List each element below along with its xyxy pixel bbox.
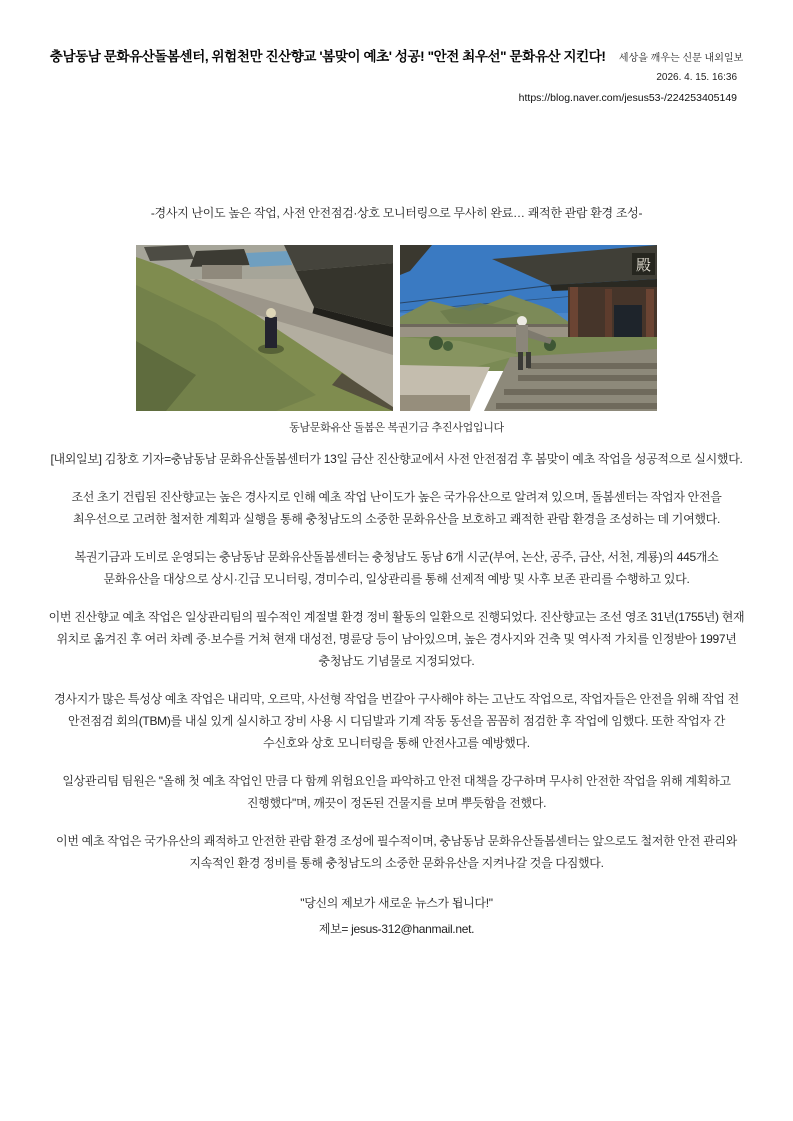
title-line bbox=[0, 48, 793, 67]
paragraph: 경사지가 많은 특성상 예초 작업은 내리막, 오르막, 사선형 작업을 번갈아 구사해야 하는 고난도 작업으로, 작업자들은 안전을 위해 작업 전 안전점검 회의(TBM)를 내실 있게 실시하고 장비 사용 시 디딤발과 기계 작동 동선을 꼼꼼히 점검한 후 작업에 임했다. 또한 작업자 간 수신호와 상호 모니터링을 통해 안전사고를 예방했다. bbox=[54, 692, 739, 750]
paragraph: 이번 예초 작업은 국가유산의 쾌적하고 안전한 관람 환경 조성에 필수적이며, 충남동남 문화유산돌봄센터는 앞으로도 철저한 안전 관리와 지속적인 환경 정비를 통해 충청남도의 소중한 문화유산을 지켜나갈 것을 다짐했다. bbox=[56, 834, 737, 870]
article-footer bbox=[0, 894, 793, 937]
article-header bbox=[0, 0, 793, 104]
paragraph: 일상관리팀 팀원은 "올해 첫 예초 작업인 만큼 다 함께 위험요인을 파악하고 안전 대책을 강구하며 무사히 안전한 작업을 위해 계획하고 진행했다"며, 깨끗이 정돈된 건물지를 보며 뿌듯함을 전했다. bbox=[62, 774, 731, 810]
paragraph: 조선 초기 건립된 진산향교는 높은 경사지로 인해 예초 작업 난이도가 높은 국가유산으로 알려져 있으며, 돌봄센터는 작업자 안전을 최우선으로 고려한 철저한 계획과 실행을 통해 충청남도의 소중한 문화유산을 보호하고 쾌적한 관람 환경을 조성하는 데 기여했다. bbox=[71, 490, 722, 526]
photo-caption: 동남문화유산 돌봄은 복권기금 추진사업입니다 bbox=[289, 422, 504, 434]
photo-left-slope-mowing bbox=[136, 245, 393, 411]
plaque-text: 殿 bbox=[635, 257, 652, 274]
tip-contact-email: 제보= jesus-312@hanmail.net. bbox=[318, 922, 475, 936]
article-title: 충남동남 문화유산돌봄센터, 위험천만 진산향교 '봄맞이 예초' 성공! "안전 최우선" 문화유산 지킨다! bbox=[49, 49, 606, 64]
publish-datetime: 2026. 4. 15. 16:36 bbox=[656, 72, 737, 83]
photo-right-temple-mowing bbox=[400, 245, 657, 411]
tip-slogan: "당신의 제보가 새로운 뉴스가 됩니다!" bbox=[300, 896, 493, 910]
article-subtitle: -경사지 난이도 높은 작업, 사전 안전점검·상호 모니터링으로 무사히 완료… 쾌적한 관람 환경 조성- bbox=[150, 206, 643, 220]
publication-name: 세상을 깨우는 신문 내외일보 bbox=[618, 53, 744, 64]
article-url: https://blog.naver.com/jesus53-/224253405149 bbox=[518, 92, 737, 104]
paragraph-lead: [내외일보] 김창호 기자=충남동남 문화유산돌봄센터가 13일 금산 진산향교에서 사전 안전점검 후 봄맞이 예초 작업을 성공적으로 실시했다. bbox=[50, 452, 743, 466]
article-body bbox=[46, 448, 748, 874]
photo-row bbox=[0, 245, 793, 411]
paragraph: 복권기금과 도비로 운영되는 충남동남 문화유산돌봄센터는 충청남도 동남 6개 시군(부여, 논산, 공주, 금산, 서천, 계룡)의 445개소 문화유산을 대상으로 상시·긴급 모니터링, 경미수리, 일상관리를 통해 선제적 예방 및 사후 보존 관리를 수행하고 있다. bbox=[74, 550, 719, 586]
paragraph: 이번 진산향교 예초 작업은 일상관리팀의 필수적인 계절별 환경 정비 활동의 일환으로 진행되었다. 진산향교는 조선 영조 31년(1755년) 현재 위치로 옮겨진 후 여러 차례 중·보수를 거쳐 현재 대성전, 명륜당 등이 남아있으며, 높은 경사지와 건축 및 역사적 가치를 인정받아 1997년 충청남도 기념물로 지정되었다. bbox=[48, 610, 745, 668]
